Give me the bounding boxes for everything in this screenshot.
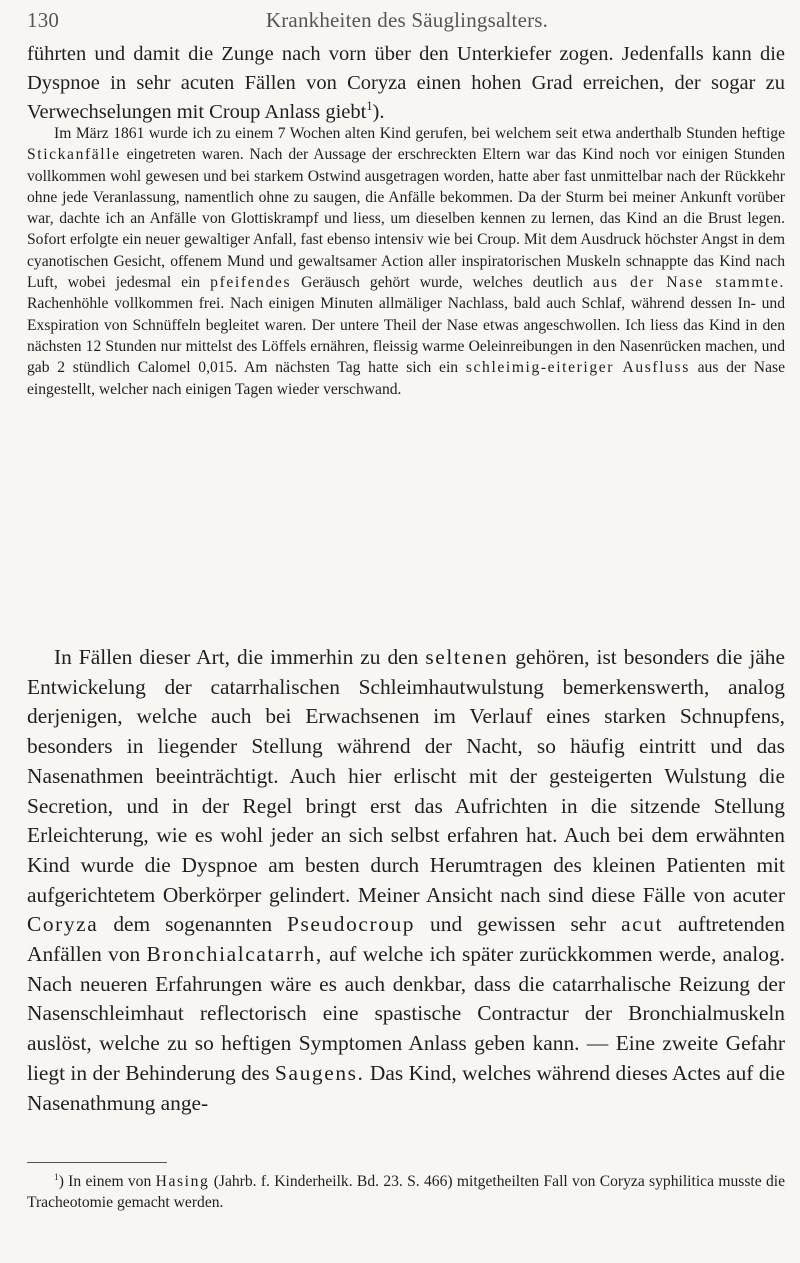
running-title: Krankheiten des Säuglingsalters. [265,8,549,32]
emphasis-text: seltenen [425,645,509,669]
footnote [27,1172,785,1213]
footnote-text: (Jahrb. f. Kinderheilk. Bd. 23. S. 466) mitgetheilten Fall von Coryza syphilitica musste die Tracheotomie gemacht werden. [27,1173,785,1211]
paragraph-text: In Fällen dieser Art, die immerhin zu den [54,645,419,669]
paragraph-continuation [27,40,785,127]
main-paragraph [27,643,785,1118]
case-text: aus der Nase eingestellt, welcher nach einigen Tagen wieder verschwand. [27,359,785,398]
footnote-text: ) In einem von [58,1173,152,1190]
case-text: eingetreten waren. Nach der Aussage der erschreckten Eltern war das Kind noch vor einigen Stunden vollkommen wohl gewesen und bei starkem Ostwind ausgetragen worden, hatte aber fast unmittelbar nach der Rückkehr ohne jede Veranlassung, namentlich ohne zu saugen, die Anfälle bekommen. Da der Sturm bei meiner Ankunft vorüber war, dachte ich an Anfälle von Glottiskrampf und liess, um dieselben kennen zu lernen, das Kind an die Brust legen. Sofort erfolgte ein neuer gewaltiger Anfall, fast ebenso intensiv wie bei Croup. Mit dem Ausdruck höchster Angst in dem cyanotischen Gesicht, offenem Mund und gewaltsamer Action aller inspiratorischen Muskeln schnappte das Kind nach Luft, wobei jedesmal ein [27,146,785,292]
emphasis-text: Bronchialcatarrh, [146,942,323,967]
paragraph-text: und gewissen sehr [430,912,607,937]
emphasis-text: Hasing [155,1173,210,1190]
page-header [27,8,787,38]
paragraph-text: gehören, ist besonders die jähe Entwickelung der catarrhalischen Schleimhautwulstung bemerkenswerth, analog derjenigen, welche auch bei Erwachsenen im Verlauf eines starken Schnupfens, besonders in liegender Stellung während der Nacht, so häufig eintritt und das Nasenathmen beeinträchtigt. Auch hier erlischt mit der gesteigerten Wulstung die Secretion, und in der Regel bringt erst das Aufrichten in die sitzende Stellung Erleichterung, wie es wohl jeder an sich selbst erfahren hat. Auch bei dem erwähnten Kind wurde die Dyspnoe am besten durch Herumtragen des kleinen Patienten mit aufgerichtetem Oberkörper gelindert. Meiner Ansicht nach sind diese Fälle von acuter [27,645,785,907]
emphasis-text: Coryza [27,912,99,937]
paragraph-end: ). [372,101,385,123]
case-text: Geräusch gehört wurde, welches deutlich [301,274,583,292]
emphasis-text: pfeifendes [210,274,292,292]
case-text: Im März 1861 wurde ich zu einem 7 Wochen alten Kind gerufen, bei welchem seit etwa anderthalb Stunden heftige [54,125,785,142]
page-number: 130 [27,8,60,32]
paragraph-text: auf welche ich später zurückkommen werde, analog. Nach neueren Erfahrungen wäre es auch denkbar, dass die catarrhalische Reizung der Nasenschleimhaut reflectorisch eine spastische Contractur der Bronchialmuskeln auslöst, welche zu so heftigen Symptomen Anlass geben kann. — Eine zweite Gefahr liegt in der Behinderung des [27,942,785,1085]
footnote-divider [27,1162,167,1163]
emphasis-text: Saugens. [275,1060,365,1085]
emphasis-text: acut [621,912,664,937]
footnote-reference: 1 [366,99,373,114]
paragraph-text: Das Kind, welches während dieses Actes auf die Nasenathmung ange- [27,1060,785,1115]
case-text: Rachenhöhle vollkommen frei. Nach einigen Minuten allmäliger Nachlass, bald auch Schlaf, während dessen In- und Exspiration von Schnüffeln begleitet waren. Der untere Theil der Nase etwas angeschwollen. Ich liess das Kind in den nächsten 12 Stunden nur mittelst des Löffels ernähren, fleissig warme Oeleinreibungen in den Nasenrücken machen, und gab 2 stündlich Calomel 0,015. Am nächsten Tag hatte sich ein [27,295,785,377]
emphasis-text: schleimig-eiteriger Ausfluss [465,359,690,377]
paragraph-text: führten und damit die Zunge nach vorn über den Unterkiefer zogen. Jedenfalls kann die Dyspnoe in sehr acuten Fällen von Coryza einen hohen Grad erreichen, der sogar zu Verwechselungen mit Croup Anlass giebt [27,43,785,123]
footnote-marker: 1 [54,1172,59,1183]
emphasis-text: aus der Nase stammte. [592,274,786,292]
emphasis-text: Pseudocroup [286,912,416,937]
paragraph-text: dem sogenannten [113,912,273,937]
emphasis-text: Stickanfälle [27,146,121,164]
paragraph-text: auftretenden Anfällen von [27,912,785,967]
case-report [27,123,785,400]
